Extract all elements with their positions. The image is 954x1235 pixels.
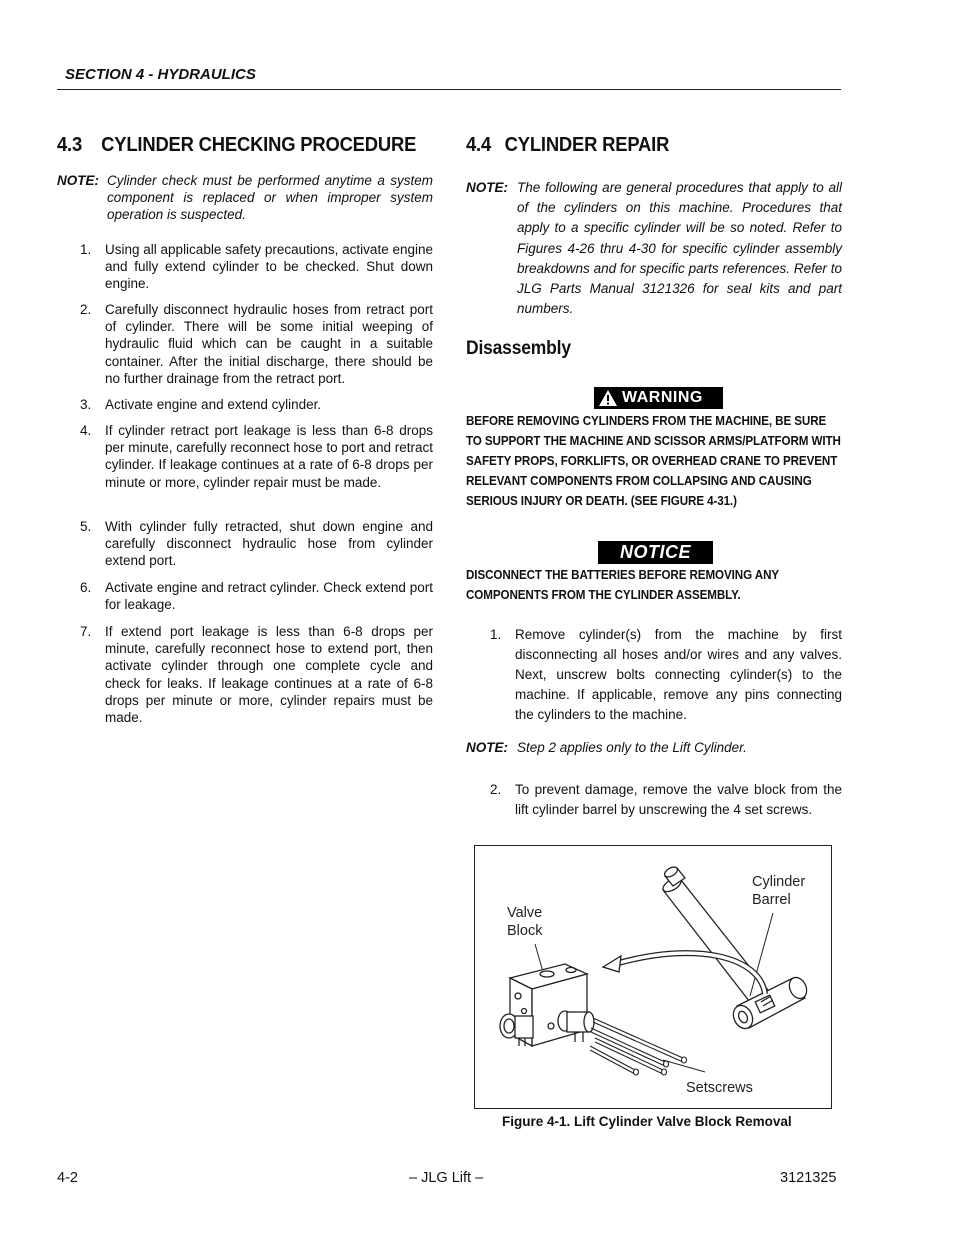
warning-text: BEFORE REMOVING CYLINDERS FROM THE MACHINE, BE SURE TO SUPPORT THE MACHINE AND SCISSOR ARMS/PLATFORM WITH SAFETY PROPS, FORKLIFTS, OR OVERHEAD CRANE TO PREVENT RELEVANT COMPONENTS FROM COLLAPSING AND CAUSING SERIOUS INJURY OR DEATH. (SEE FIGURE 4-31.): [466, 414, 841, 508]
label-line: Block: [507, 923, 543, 939]
note-label: NOTE:: [466, 740, 508, 755]
valve-block-drawing: [500, 964, 594, 1046]
label-line: Valve: [507, 905, 543, 921]
label-line: Cylinder: [752, 874, 806, 890]
label-valve-block: [507, 904, 542, 940]
step-text: If extend port leakage is less than 6-8 drops per minute, carefully reconnect hose to extend port, then activate cylinder through one complete cycle and check for leaks. If leakage continues at a rate of 6-8 drops per minute or more, cylinder repairs must be made.: [105, 624, 433, 726]
figure-frame: [474, 845, 832, 1109]
label-line: Barrel: [752, 892, 791, 908]
step-text: To prevent damage, remove the valve block from the lift cylinder barrel by unscrewing the 4 set screws.: [515, 782, 842, 817]
section-header: SECTION 4 - HYDRAULICS: [65, 66, 256, 83]
heading-4-4: [466, 134, 669, 157]
note-step2: [466, 739, 842, 757]
warning-badge: [594, 387, 723, 409]
warning-icon: [598, 389, 618, 407]
step-number: 2.: [490, 782, 502, 797]
notice-label: NOTICE: [619, 542, 691, 562]
label-cylinder-barrel: [752, 873, 805, 909]
notice-badge: [598, 541, 713, 564]
step-number: 3.: [80, 397, 92, 412]
heading-text: CYLINDER CHECKING PROCEDURE: [101, 134, 417, 156]
notice-text: DISCONNECT THE BATTERIES BEFORE REMOVING ANY COMPONENTS FROM THE CYLINDER ASSEMBLY.: [466, 568, 779, 602]
step-number: 2.: [80, 302, 92, 317]
document-number: 3121325: [780, 1170, 837, 1186]
step-number: 5.: [80, 519, 92, 534]
header-rule: [57, 89, 841, 90]
step-number: 4.: [80, 423, 92, 438]
note-text: Step 2 applies only to the Lift Cylinder.: [517, 740, 747, 755]
setscrews-drawing: [590, 1018, 687, 1075]
note-text: The following are general procedures that apply to all of the cylinders on this machine. Procedures that apply to a specific cylinder will be so noted. Refer to Figures 4-26 thru 4-30 for specific cylinder assembly breakdowns and for specific parts references. Refer to JLG Parts Manual 3121326 for seal kits and part numbers.: [517, 180, 842, 317]
step-text: Remove cylinder(s) from the machine by first disconnecting all hoses and/or wires and any valves. Next, unscrew bolts connecting cylinder(s) to the machine. If applicable, remove any pins connecting the cylinders to the machine.: [515, 627, 842, 722]
page-number: 4-2: [57, 1170, 78, 1186]
step-text: Carefully disconnect hydraulic hoses from retract port of cylinder. There will be some initial weeping of hydraulic fluid which can be caught in a suitable container. After the initial discharge, there should be no further drainage from the retract port.: [105, 302, 433, 386]
note-text: Cylinder check must be performed anytime a system component is replaced or when improper system operation is suspected.: [107, 173, 433, 222]
figure-caption: Figure 4-1. Lift Cylinder Valve Block Removal: [502, 1114, 792, 1129]
step-text: Activate engine and extend cylinder.: [105, 397, 322, 412]
note-label: NOTE:: [466, 180, 508, 195]
heading-text: CYLINDER REPAIR: [504, 134, 670, 156]
note-cylinder-check: [57, 172, 433, 228]
warning-label: WARNING: [622, 389, 703, 406]
heading-number: 4.4: [466, 134, 492, 156]
step-text: With cylinder fully retracted, shut down engine and carefully disconnect hydraulic hose from cylinder extend port.: [105, 519, 433, 569]
step-text: If cylinder retract port leakage is less than 6-8 drops per minute, carefully reconnect hose to port and retract cylinder. If leakage continues at a rate of 6-8 drops per minute or more, cylinder repair must be made.: [105, 423, 433, 490]
step-number: 7.: [80, 624, 92, 639]
step-text: Using all applicable safety precautions, activate engine and fully extend cylinder to be checked. Shut down engine.: [105, 242, 433, 292]
step-text: Activate engine and retract cylinder. Check extend port for leakage.: [105, 580, 433, 613]
step-number: 6.: [80, 580, 92, 595]
label-setscrews: Setscrews: [686, 1080, 753, 1096]
note-label: NOTE:: [57, 173, 99, 188]
subheading-disassembly: Disassembly: [466, 338, 571, 359]
heading-number: 4.3: [57, 134, 83, 156]
heading-4-3: [57, 134, 416, 157]
step-number: 1.: [490, 627, 502, 642]
footer-center: – JLG Lift –: [409, 1170, 484, 1186]
step-number: 1.: [80, 242, 92, 257]
note-cylinder-repair: [466, 178, 842, 318]
